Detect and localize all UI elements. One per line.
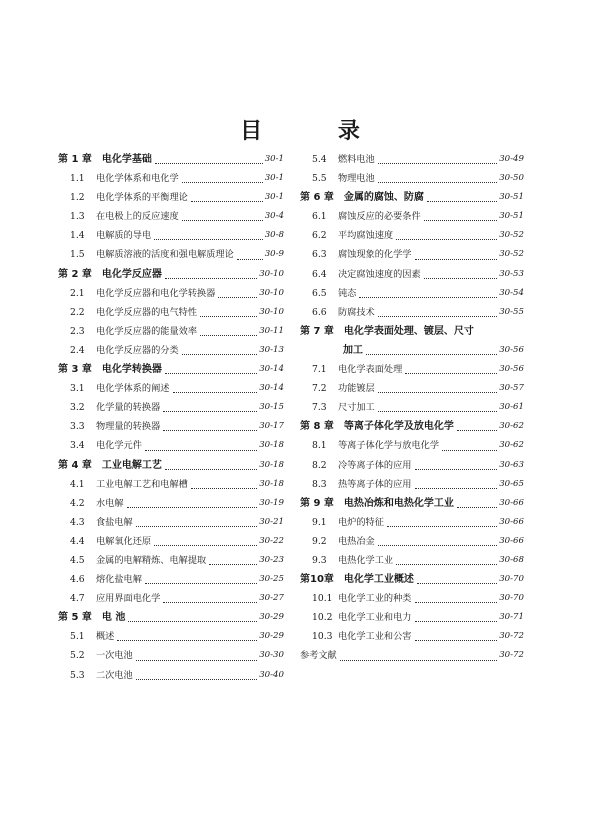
entry-title: 参考文献 [300, 650, 337, 662]
section-number: 4.5 [70, 554, 85, 566]
dot-leader [415, 620, 498, 622]
section-number: 2.2 [70, 306, 85, 318]
dot-leader [154, 544, 257, 546]
section-number: 6.1 [312, 211, 327, 223]
page-number: 30-10 [259, 268, 284, 279]
page-number: 30-10 [259, 287, 284, 298]
section-number: 6.4 [312, 268, 327, 280]
toc-section-entry[interactable] [300, 303, 524, 322]
page-number: 30-1 [264, 173, 284, 184]
toc-section-entry[interactable] [300, 551, 524, 570]
dot-leader [378, 544, 497, 546]
dot-leader [378, 315, 497, 317]
section-number: 4.6 [70, 574, 85, 586]
entry-title: 防腐技术 [338, 306, 375, 318]
entry-title: 电化学基础 [101, 154, 152, 165]
chapter-number: 第 1 章 [58, 154, 92, 165]
page-number: 30-72 [499, 650, 524, 661]
section-number: 3.1 [70, 383, 85, 395]
section-number: 6.3 [312, 249, 327, 261]
entry-title: 等离子体化学与放电化学 [338, 440, 440, 452]
section-number: 2.1 [70, 287, 85, 299]
toc-references-entry[interactable] [300, 646, 524, 665]
entry-title: 电化学元件 [96, 440, 142, 452]
toc-section-entry[interactable] [300, 207, 524, 226]
dot-leader [424, 277, 498, 279]
toc-chapter-entry[interactable] [300, 494, 524, 513]
entry-title: 腐蚀反应的必要条件 [338, 211, 421, 223]
section-number: 5.1 [70, 631, 85, 643]
toc-section-entry[interactable] [300, 475, 524, 494]
chapter-number: 第 8 章 [300, 421, 334, 433]
page-number: 30-40 [259, 669, 284, 680]
page-number: 30-52 [499, 230, 524, 241]
page-number: 30-18 [259, 478, 284, 489]
page-number: 30-62 [499, 421, 524, 432]
entry-title: 电化学反应器 [101, 268, 162, 280]
toc-section-entry[interactable] [58, 570, 284, 589]
toc-section-entry[interactable] [58, 322, 284, 341]
page-number: 30-68 [499, 554, 524, 565]
section-number: 1.2 [70, 192, 85, 204]
dot-leader [128, 620, 257, 622]
entry-title: 电化学反应器的能量效率 [96, 325, 198, 337]
entry-title: 水电解 [96, 497, 124, 509]
dot-leader [378, 181, 497, 183]
section-number: 10.2 [312, 612, 333, 624]
toc-chapter-entry[interactable] [300, 570, 524, 589]
page-number: 30-56 [499, 344, 524, 355]
section-number: 8.3 [312, 478, 327, 490]
toc-section-entry[interactable] [300, 284, 524, 303]
dot-leader [136, 659, 257, 661]
section-number: 9.3 [312, 554, 327, 566]
toc-section-entry[interactable] [300, 265, 524, 284]
dot-leader [415, 639, 498, 641]
page-number: 30-57 [499, 383, 524, 394]
toc-chapter-entry[interactable] [58, 265, 284, 284]
toc-section-entry[interactable] [58, 303, 284, 322]
entry-title: 食盐电解 [96, 516, 133, 528]
toc-section-entry[interactable] [300, 379, 524, 398]
page-number: 30-22 [259, 535, 284, 546]
entry-title: 二次电池 [96, 669, 133, 681]
chapter-number: 第 5 章 [58, 612, 92, 624]
entry-title: 电热化学工业 [338, 554, 394, 566]
section-number: 9.2 [312, 535, 327, 547]
section-number: 5.5 [312, 173, 327, 185]
toc-right-column [300, 150, 524, 666]
section-number: 4.1 [70, 478, 85, 490]
page-number: 30-70 [499, 593, 524, 604]
page-number: 30-1 [264, 192, 284, 203]
section-number: 1.1 [70, 173, 85, 185]
entry-title: 电热冶炼和电热化学工业 [343, 497, 454, 509]
section-number: 4.4 [70, 535, 85, 547]
dot-leader [378, 410, 497, 412]
page-number: 30-63 [499, 459, 524, 470]
section-number: 2.3 [70, 325, 85, 337]
dot-leader [424, 219, 498, 221]
page-number: 30-51 [499, 192, 524, 203]
dot-leader [182, 219, 263, 221]
toc-section-entry[interactable] [58, 398, 284, 417]
entry-title: 电化学工业和公害 [338, 631, 412, 643]
toc-section-entry[interactable] [58, 341, 284, 360]
dot-leader [155, 162, 263, 164]
dot-leader [415, 468, 498, 470]
entry-title: 物理量的转换器 [96, 421, 161, 433]
page-number: 30-49 [499, 154, 524, 164]
dot-leader [457, 506, 497, 508]
entry-title: 电化学工业的种类 [338, 593, 412, 605]
entry-title: 钝态 [338, 287, 357, 299]
toc-section-entry[interactable] [58, 532, 284, 551]
section-number: 8.2 [312, 459, 327, 471]
section-number: 7.1 [312, 364, 327, 376]
toc-chapter-entry[interactable] [300, 322, 524, 341]
page-number: 30-10 [259, 306, 284, 317]
section-number: 2.4 [70, 344, 85, 356]
dot-leader [145, 582, 257, 584]
entry-title: 电 池 [101, 612, 126, 624]
page-number: 30-21 [259, 516, 284, 527]
dot-leader [154, 238, 263, 240]
dot-leader [182, 353, 258, 355]
toc-section-entry[interactable] [300, 226, 524, 245]
entry-title: 金属的腐蚀、防腐 [343, 192, 424, 204]
dot-leader [457, 429, 497, 431]
toc-chapter-entry[interactable] [58, 608, 284, 627]
dot-leader [415, 487, 498, 489]
page-number: 30-14 [259, 364, 284, 375]
toc-chapter-entry[interactable] [58, 456, 284, 475]
section-number: 6.5 [312, 287, 327, 299]
page-number: 30-19 [259, 497, 284, 508]
dot-leader [117, 639, 257, 641]
page-number: 30-54 [499, 287, 524, 298]
toc-section-entry[interactable] [58, 666, 284, 685]
section-number: 10.3 [312, 631, 333, 643]
toc-section-entry[interactable] [58, 379, 284, 398]
entry-title: 化学量的转换器 [96, 402, 161, 414]
toc-section-entry[interactable] [58, 513, 284, 532]
dot-leader [173, 391, 258, 393]
chapter-number: 第 3 章 [58, 364, 92, 376]
entry-title: 功能镀层 [338, 383, 375, 395]
entry-title: 在电极上的反应速度 [96, 211, 179, 223]
toc-section-entry[interactable] [300, 608, 524, 627]
page-number: 30-55 [499, 306, 524, 317]
page-number: 30-18 [259, 459, 284, 470]
dot-leader [378, 162, 497, 164]
chapter-number: 第10章 [300, 574, 334, 586]
entry-title: 电化学反应器的电气特性 [96, 306, 198, 318]
page-number: 30-30 [259, 650, 284, 661]
dot-leader [191, 487, 257, 489]
entry-title: 腐蚀现象的化学学 [338, 249, 412, 261]
dot-leader [163, 601, 257, 603]
toc-chapter-entry[interactable] [300, 188, 524, 207]
entry-title: 电化学体系的阐述 [96, 383, 170, 395]
section-number: 3.4 [70, 440, 85, 452]
toc-section-entry[interactable] [58, 417, 284, 436]
entry-title: 工业电解工艺 [101, 459, 162, 471]
toc-section-entry[interactable] [58, 226, 284, 245]
page-number: 30-9 [264, 249, 284, 260]
page-number: 30-25 [259, 574, 284, 585]
page-number: 30-66 [499, 535, 524, 546]
toc-section-entry[interactable] [300, 532, 524, 551]
dot-leader [427, 200, 497, 202]
toc-chapter-entry-continued[interactable] [300, 341, 524, 360]
dot-leader [127, 506, 258, 508]
page-number: 30-11 [259, 325, 284, 336]
entry-title: 电化学表面处理 [338, 364, 403, 376]
toc-section-entry[interactable] [58, 627, 284, 646]
entry-title: 电热冶金 [338, 535, 375, 547]
page-number: 30-62 [499, 440, 524, 451]
section-number: 1.3 [70, 211, 85, 223]
section-number: 4.7 [70, 593, 85, 605]
entry-title: 电化学体系的平衡理论 [96, 192, 188, 204]
section-number: 5.3 [70, 669, 85, 681]
toc-section-entry[interactable] [58, 475, 284, 494]
dot-leader [415, 601, 498, 603]
page-number: 30-27 [259, 593, 284, 604]
entry-title: 电化学工业概述 [343, 574, 414, 586]
toc-section-entry[interactable] [58, 589, 284, 608]
page-number: 30-4 [264, 211, 284, 222]
entry-title: 工业电解工艺和电解槽 [96, 478, 188, 490]
entry-title: 熔化盐电解 [96, 574, 142, 586]
entry-title: 等离子体化学及放电化学 [343, 421, 454, 433]
dot-leader [218, 296, 257, 298]
entry-title: 燃料电池 [338, 154, 375, 165]
chapter-number: 第 4 章 [58, 459, 92, 471]
page-number: 30-29 [259, 612, 284, 623]
section-number: 10.1 [312, 593, 333, 605]
toc-chapter-entry[interactable] [300, 417, 524, 436]
entry-title: 尺寸加工 [338, 402, 375, 414]
entry-title: 物理电池 [338, 173, 375, 185]
section-number: 9.1 [312, 516, 327, 528]
toc-section-entry[interactable] [58, 245, 284, 264]
page-number: 30-50 [499, 173, 524, 184]
toc-section-entry[interactable] [58, 207, 284, 226]
toc-section-entry[interactable] [300, 360, 524, 379]
toc-section-entry[interactable] [58, 169, 284, 188]
page-number: 30-52 [499, 249, 524, 260]
toc-section-entry[interactable] [58, 494, 284, 513]
page-title: 目 录 [240, 119, 394, 144]
dot-leader [237, 258, 263, 260]
section-number: 6.2 [312, 230, 327, 242]
page-number: 30-65 [499, 478, 524, 489]
toc-chapter-entry[interactable] [58, 150, 284, 169]
page-number: 30-23 [259, 554, 284, 565]
page-number: 30-18 [259, 440, 284, 451]
page-number: 30-14 [259, 383, 284, 394]
section-number: 8.1 [312, 440, 327, 452]
entry-title: 电化学反应器的分类 [96, 344, 179, 356]
toc-section-entry[interactable] [300, 456, 524, 475]
entry-title: 电化学表面处理、镀层、尺寸 [343, 325, 474, 337]
page-number: 30-66 [499, 516, 524, 527]
dot-leader [209, 563, 257, 565]
dot-leader [165, 468, 257, 470]
toc-section-entry[interactable] [58, 188, 284, 207]
section-number: 5.2 [70, 650, 85, 662]
entry-title-continued: 加工 [343, 344, 363, 356]
entry-title: 电解质溶液的活度和强电解质理论 [96, 249, 234, 261]
dot-leader [165, 277, 257, 279]
entry-title: 冷等离子体的应用 [338, 459, 412, 471]
section-number: 7.2 [312, 383, 327, 395]
dot-leader [165, 372, 257, 374]
page-number: 30-61 [499, 402, 524, 413]
dot-leader [163, 410, 257, 412]
dot-leader [200, 315, 257, 317]
dot-leader [442, 449, 497, 451]
section-number: 1.4 [70, 230, 85, 242]
toc-section-entry[interactable] [58, 646, 284, 665]
section-number: 4.2 [70, 497, 85, 509]
page-number: 30-29 [259, 631, 284, 642]
dot-leader [136, 525, 257, 527]
toc-section-entry[interactable] [300, 398, 524, 417]
dot-leader [145, 449, 257, 451]
toc-left-column [58, 150, 284, 685]
page-number: 30-17 [259, 421, 284, 432]
chapter-number: 第 7 章 [300, 325, 334, 337]
page-number: 30-70 [499, 574, 524, 585]
entry-title: 电炉的特征 [338, 516, 384, 528]
entry-title: 金属的电解精炼、电解提取 [96, 554, 207, 566]
page-number: 30-51 [499, 211, 524, 222]
entry-title: 决定腐蚀速度的因素 [338, 268, 421, 280]
dot-leader [396, 563, 497, 565]
entry-title: 概述 [96, 631, 115, 643]
page-number: 30-53 [499, 268, 524, 279]
dot-leader [387, 525, 497, 527]
dot-leader [396, 238, 497, 240]
dot-leader [182, 181, 263, 183]
section-number: 4.3 [70, 516, 85, 528]
dot-leader [417, 582, 497, 584]
dot-leader [136, 678, 257, 680]
entry-title: 电化学工业和电力 [338, 612, 412, 624]
dot-leader [415, 258, 498, 260]
page-number: 30-15 [259, 402, 284, 413]
dot-leader [163, 429, 257, 431]
page-number: 30-71 [499, 612, 524, 623]
dot-leader [378, 391, 497, 393]
toc-section-entry[interactable] [58, 284, 284, 303]
toc-section-entry[interactable] [300, 245, 524, 264]
chapter-number: 第 9 章 [300, 497, 334, 509]
toc-section-entry[interactable] [300, 150, 524, 169]
page-number: 30-13 [259, 344, 284, 355]
page-number: 30-1 [264, 154, 284, 164]
toc-section-entry[interactable] [58, 551, 284, 570]
toc-section-entry[interactable] [300, 589, 524, 608]
chapter-number: 第 6 章 [300, 192, 334, 204]
chapter-number: 第 2 章 [58, 268, 92, 280]
entry-title: 应用界面电化学 [96, 593, 161, 605]
section-number: 1.5 [70, 249, 85, 261]
dot-leader [366, 353, 497, 355]
dot-leader [340, 659, 497, 661]
entry-title: 平均腐蚀速度 [338, 230, 394, 242]
section-number: 7.3 [312, 402, 327, 414]
entry-title: 热等离子体的应用 [338, 478, 412, 490]
entry-title: 电化学体系和电化学 [96, 173, 179, 185]
toc-section-entry[interactable] [300, 169, 524, 188]
page-number: 30-66 [499, 497, 524, 508]
section-number: 3.3 [70, 421, 85, 433]
toc-section-entry[interactable] [300, 513, 524, 532]
toc-chapter-entry[interactable] [58, 360, 284, 379]
section-number: 3.2 [70, 402, 85, 414]
dot-leader [359, 296, 497, 298]
section-number: 5.4 [312, 154, 327, 165]
entry-title: 电解氧化还原 [96, 535, 152, 547]
entry-title: 电化学反应器和电化学转换器 [96, 287, 216, 299]
section-number: 6.6 [312, 306, 327, 318]
dot-leader [200, 334, 257, 336]
entry-title: 一次电池 [96, 650, 133, 662]
toc-section-entry[interactable] [58, 436, 284, 455]
toc-section-entry[interactable] [300, 627, 524, 646]
page-number: 30-56 [499, 364, 524, 375]
toc-section-entry[interactable] [300, 436, 524, 455]
entry-title: 电化学转换器 [101, 364, 162, 376]
page-number: 30-72 [499, 631, 524, 642]
dot-leader [191, 200, 263, 202]
page-number: 30-8 [264, 230, 284, 241]
dot-leader [405, 372, 497, 374]
entry-title: 电解质的导电 [96, 230, 152, 242]
